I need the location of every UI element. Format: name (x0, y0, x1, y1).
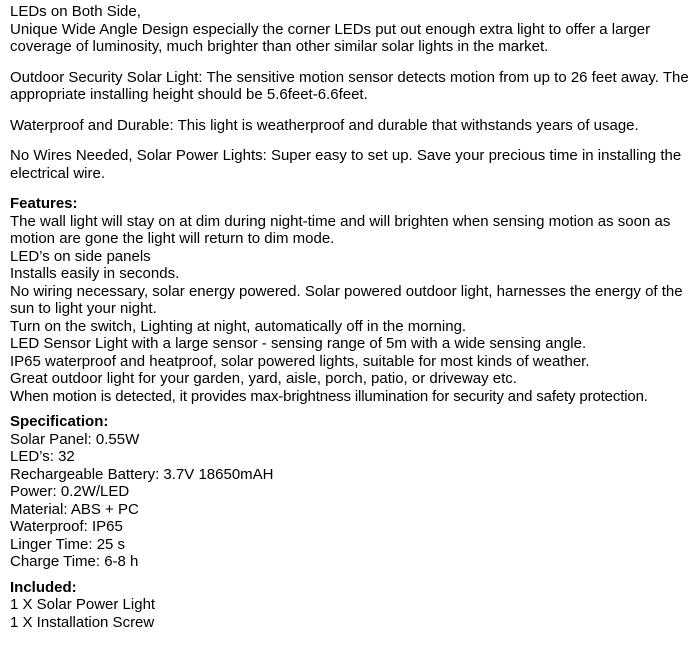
included-item: 1 X Solar Power Light (10, 596, 156, 613)
security-paragraph: Outdoor Security Solar Light: The sensitive motion sensor detects motion from up to 26 feet away. The appropriate installing height should be 5.6feet-6.6feet. (10, 68, 689, 103)
spec-item: Linger Time: 25 s (10, 535, 126, 553)
feature-item: Turn on the switch, Lighting at night, automatically off in the morning. (10, 317, 467, 335)
feature-item: When motion is detected, it provides max-brightness illumination for security and safety protection. (10, 387, 648, 405)
spec-item: Material: ABS + PC (10, 500, 139, 518)
feature-item: Great outdoor light for your garden, yard, aisle, porch, patio, or driveway etc. (10, 370, 517, 387)
specification-heading: Specification: (10, 413, 109, 430)
feature-item: No wiring necessary, solar energy powered. Solar powered outdoor light, harnesses the energy of the sun to light your night. (10, 282, 683, 317)
spec-item: Power: 0.2W/LED (10, 483, 130, 500)
spec-item: Rechargeable Battery: 3.7V 18650mAH (10, 465, 274, 483)
included-item: 1 X Installation Screw (10, 613, 155, 631)
spec-item: Solar Panel: 0.55W (10, 430, 140, 448)
product-description (10, 3, 698, 631)
feature-item: The wall light will stay on at dim during night-time and will brighten when sensing motion as soon as motion are gone the light will return to dim mode. (10, 212, 671, 247)
feature-item: Installs easily in seconds. (10, 265, 180, 282)
features-heading: Features: (10, 195, 78, 212)
waterproof-paragraph: Waterproof and Durable: This light is weatherproof and durable that withstands years of usage. (10, 116, 639, 134)
included-heading: Included: (10, 578, 77, 596)
feature-item: LED Sensor Light with a large sensor - sensing range of 5m with a wide sensing angle. (10, 335, 587, 352)
feature-item: LED’s on side panels (10, 247, 151, 265)
intro-line: LEDs on Both Side, (10, 3, 141, 20)
feature-item: IP65 waterproof and heatproof, solar powered lights, suitable for most kinds of weather. (10, 352, 590, 370)
intro-paragraph: Unique Wide Angle Design especially the corner LEDs put out enough extra light to offer a larger coverage of luminosity, much brighter than other similar solar lights in the market. (10, 20, 651, 55)
spec-item: Waterproof: IP65 (10, 518, 123, 535)
spec-item: LED’s: 32 (10, 448, 75, 465)
no-wires-paragraph: No Wires Needed, Solar Power Lights: Super easy to set up. Save your precious time in installing the electrical wire. (10, 147, 682, 182)
spec-item: Charge Time: 6-8 h (10, 553, 139, 570)
